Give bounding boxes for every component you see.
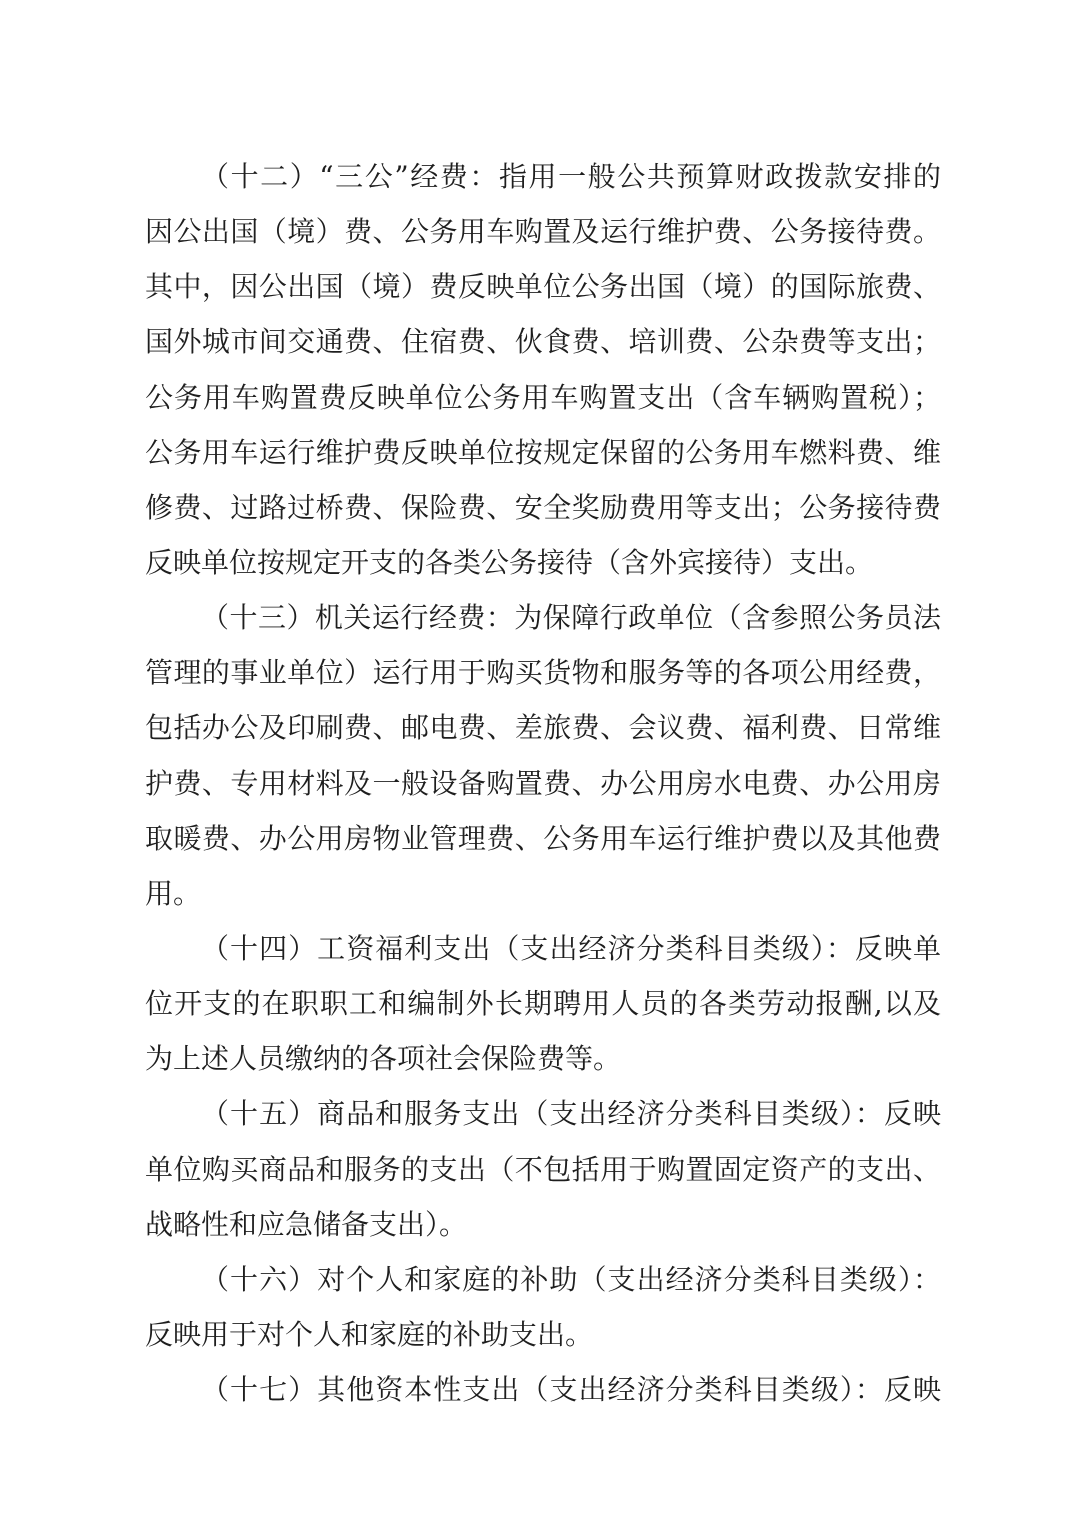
text-line: 战略性和应急储备支出）。 bbox=[145, 1207, 468, 1241]
text-line: 其中，因公出国（境）费反映单位公务出国（境）的国际旅费、 bbox=[145, 270, 941, 304]
paragraph-17 bbox=[145, 1362, 941, 1417]
document-page bbox=[145, 149, 941, 1417]
text-line: （十五）商品和服务支出（支出经济分类科目类级）：反映 bbox=[201, 1097, 941, 1131]
text-line: 单位购买商品和服务的支出（不包括用于购置固定资产的支出、 bbox=[145, 1152, 941, 1186]
text-line: （十七）其他资本性支出（支出经济分类科目类级）：反映 bbox=[201, 1373, 941, 1407]
text-line: 包括办公及印刷费、邮电费、差旅费、会议费、福利费、日常维 bbox=[145, 711, 941, 745]
paragraph-13 bbox=[145, 590, 941, 921]
text-line: 用。 bbox=[145, 876, 202, 910]
paragraph-15 bbox=[145, 1086, 941, 1251]
text-line: （十四）工资福利支出（支出经济分类科目类级）：反映单 bbox=[201, 931, 941, 965]
text-line: 公务用车购置费反映单位公务用车购置支出（含车辆购置税）； bbox=[145, 380, 941, 414]
text-line: 公务用车运行维护费反映单位按规定保留的公务用车燃料费、维 bbox=[145, 435, 941, 469]
text-line: 护费、专用材料及一般设备购置费、办公用房水电费、办公用房 bbox=[145, 766, 941, 800]
text-line: 因公出国（境）费、公务用车购置及运行维护费、公务接待费。 bbox=[145, 215, 941, 249]
text-line: （十三）机关运行经费：为保障行政单位（含参照公务员法 bbox=[201, 601, 941, 635]
paragraph-16 bbox=[145, 1252, 941, 1362]
text-line: 位开支的在职职工和编制外长期聘用人员的各类劳动报酬,以及 bbox=[145, 987, 941, 1021]
text-line: 修费、过路过桥费、保险费、安全奖励费用等支出；公务接待费 bbox=[145, 490, 941, 524]
text-line: 反映单位按规定开支的各类公务接待（含外宾接待）支出。 bbox=[145, 545, 874, 579]
text-line: 国外城市间交通费、住宿费、伙食费、培训费、公杂费等支出； bbox=[145, 325, 941, 359]
text-line: 反映用于对个人和家庭的补助支出。 bbox=[145, 1317, 594, 1351]
text-line: 取暖费、办公用房物业管理费、公务用车运行维护费以及其他费 bbox=[145, 821, 941, 855]
text-line: （十六）对个人和家庭的补助（支出经济分类科目类级）： bbox=[201, 1262, 941, 1296]
paragraph-12 bbox=[145, 149, 941, 590]
text-line: 管理的事业单位）运行用于购买货物和服务等的各项公用经费， bbox=[145, 656, 941, 690]
text-line: （十二）“三公”经费：指用一般公共预算财政拨款安排的 bbox=[201, 160, 941, 193]
paragraph-14 bbox=[145, 921, 941, 1086]
text-line: 为上述人员缴纳的各项社会保险费等。 bbox=[145, 1042, 622, 1076]
